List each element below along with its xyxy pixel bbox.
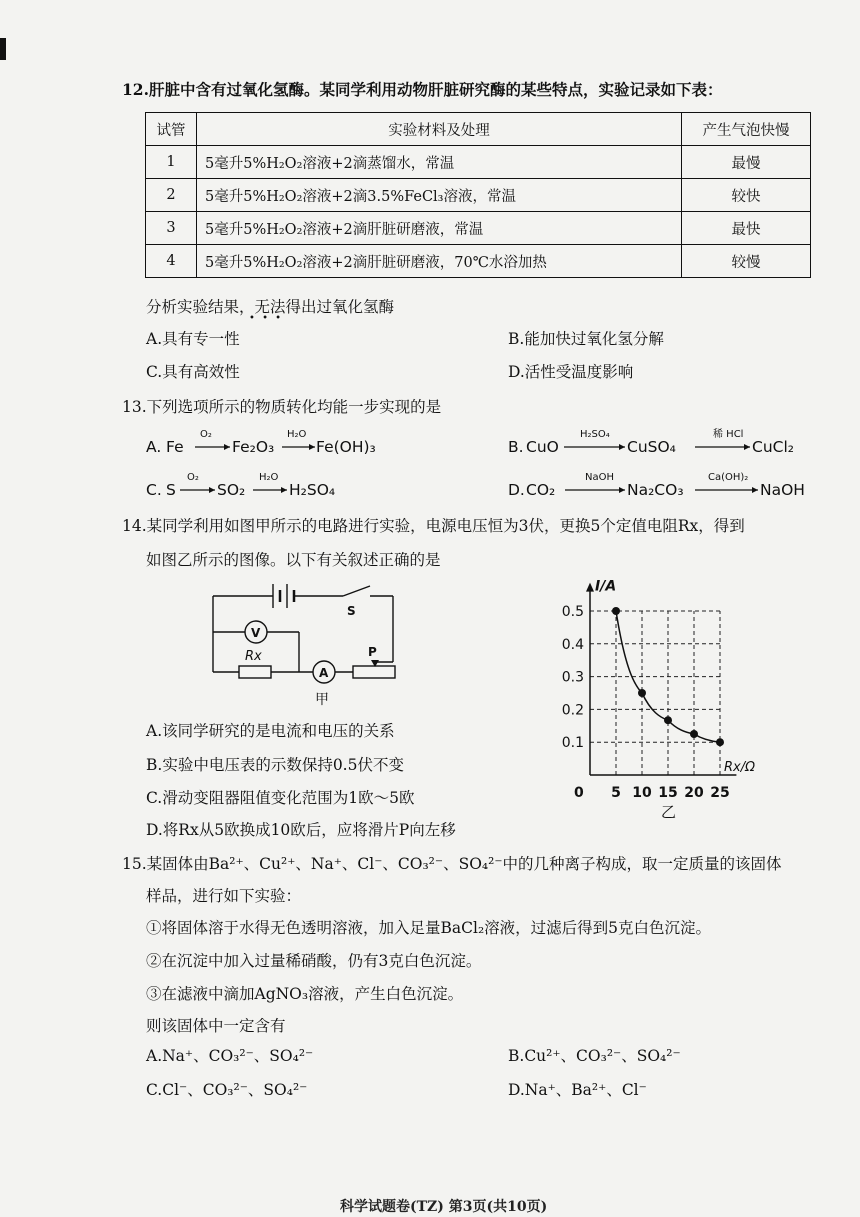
tube-number: 4 bbox=[146, 245, 197, 278]
q12-option-c[interactable]: C.具有高效性 bbox=[146, 363, 240, 381]
arrow-head bbox=[619, 444, 625, 450]
y-axis-arrow bbox=[586, 583, 594, 592]
origin-label: 0 bbox=[574, 785, 584, 801]
tube-material: 5毫升5%H₂O₂溶液+2滴3.5%FeCl₃溶液，常温 bbox=[197, 179, 682, 212]
table-header-cell: 产生气泡快慢 bbox=[682, 113, 811, 146]
reagent: Ca(OH)₂ bbox=[708, 472, 749, 483]
x-tick-label: 5 bbox=[611, 785, 621, 801]
q13-option-a[interactable] bbox=[146, 429, 376, 456]
table-header-cell: 试管 bbox=[146, 113, 197, 146]
circuit-caption: 甲 bbox=[315, 692, 329, 708]
table-row bbox=[146, 179, 811, 212]
substance: Fe(OH)₃ bbox=[316, 438, 376, 456]
rheostat bbox=[353, 666, 395, 678]
q15-stem-line2: 样品，进行如下实验： bbox=[146, 887, 302, 905]
y-tick-label: 0.1 bbox=[561, 735, 584, 752]
q13-option-b[interactable] bbox=[508, 427, 794, 456]
q12-option-a[interactable]: A.具有专一性 bbox=[146, 330, 240, 348]
bubble-speed: 最快 bbox=[682, 212, 811, 245]
substance: Fe bbox=[166, 438, 184, 456]
tube-material: 5毫升5%H₂O₂溶液+2滴肝脏研磨液，70℃水浴加热 bbox=[197, 245, 682, 278]
resistor-label: Rx bbox=[245, 649, 262, 664]
x-tick-label: 10 bbox=[632, 785, 652, 801]
switch-lever bbox=[343, 586, 370, 596]
q13-option-c[interactable] bbox=[146, 472, 335, 499]
y-tick-label: 0.3 bbox=[561, 669, 584, 686]
substance: CuCl₂ bbox=[752, 438, 794, 456]
substance: CO₂ bbox=[526, 481, 556, 499]
q15-step3: ③在滤液中滴加AgNO₃溶液，产生白色沉淀。 bbox=[146, 985, 464, 1003]
data-point bbox=[664, 716, 672, 724]
y-tick-label: 0.4 bbox=[561, 636, 584, 653]
option-label: B. bbox=[508, 438, 524, 456]
arrow-head bbox=[744, 444, 750, 450]
x-axis-label: Rx/Ω bbox=[724, 760, 756, 775]
x-tick-label: 15 bbox=[658, 785, 678, 801]
reagent: NaOH bbox=[585, 472, 614, 483]
substance: SO₂ bbox=[217, 481, 246, 499]
q15-step2: ②在沉淀中加入过量稀硝酸，仍有3克白色沉淀。 bbox=[146, 952, 482, 970]
arrow-head bbox=[752, 487, 758, 493]
q14-option-c[interactable]: C.滑动变阻器阻值变化范围为1欧～5欧 bbox=[146, 789, 415, 807]
arrow-head bbox=[309, 444, 315, 450]
arrow-head bbox=[224, 444, 230, 450]
q13-options bbox=[140, 420, 840, 510]
q14-option-b[interactable]: B.实验中电压表的示数保持0.5伏不变 bbox=[146, 756, 404, 774]
option-label: D. bbox=[508, 481, 525, 499]
q12-ask: 分析实验结果，无法得出过氧化氢酶 bbox=[146, 298, 395, 316]
q14-stem-line1: 14.某同学利用如图甲所示的电路进行实验，电源电压恒为3伏，更换5个定值电阻Rx，得到 bbox=[122, 517, 745, 535]
data-point bbox=[690, 730, 698, 738]
bubble-speed: 较慢 bbox=[682, 245, 811, 278]
slider-label: P bbox=[368, 645, 377, 659]
table-row bbox=[146, 245, 811, 278]
reagent: H₂O bbox=[287, 429, 307, 440]
chart-grid bbox=[590, 611, 720, 775]
table-row bbox=[146, 212, 811, 245]
resistor-rx bbox=[239, 666, 271, 678]
option-label: C. bbox=[146, 481, 162, 499]
arrow-head bbox=[209, 487, 215, 493]
tube-material: 5毫升5%H₂O₂溶液+2滴肝脏研磨液，常温 bbox=[197, 212, 682, 245]
ammeter-label: A bbox=[319, 666, 329, 680]
scan-edge-mark bbox=[0, 38, 6, 60]
substance: Na₂CO₃ bbox=[627, 481, 684, 499]
tube-number: 2 bbox=[146, 179, 197, 212]
substance: S bbox=[166, 481, 176, 499]
switch-label: S bbox=[347, 604, 356, 618]
substance: CuSO₄ bbox=[627, 438, 676, 456]
tube-number: 1 bbox=[146, 146, 197, 179]
q15-option-c[interactable]: C.Cl⁻、CO₃²⁻、SO₄²⁻ bbox=[146, 1081, 308, 1099]
arrow-head bbox=[619, 487, 625, 493]
q15-stem-line1: 15.某固体由Ba²⁺、Cu²⁺、Na⁺、Cl⁻、CO₃²⁻、SO₄²⁻中的几种离子构成，取一定质量的该固体 bbox=[122, 855, 782, 873]
reagent: H₂SO₄ bbox=[580, 429, 610, 440]
substance: H₂SO₄ bbox=[289, 481, 336, 499]
current-resistance-graph bbox=[535, 578, 795, 818]
x-tick-label: 20 bbox=[684, 785, 704, 801]
bubble-speed: 最慢 bbox=[682, 146, 811, 179]
q14-option-a[interactable]: A.该同学研究的是电流和电压的关系 bbox=[146, 722, 395, 740]
y-tick-label: 0.5 bbox=[561, 604, 584, 620]
q14-stem-line2: 如图乙所示的图像。以下有关叙述正确的是 bbox=[146, 551, 441, 569]
y-tick-label: 0.2 bbox=[561, 702, 584, 719]
data-point bbox=[716, 738, 724, 746]
table-header-row bbox=[146, 113, 811, 146]
tube-number: 3 bbox=[146, 212, 197, 245]
data-point bbox=[638, 689, 646, 697]
x-tick-label: 25 bbox=[710, 785, 730, 801]
option-label: A. bbox=[146, 438, 162, 456]
circuit-diagram bbox=[205, 580, 405, 710]
arrow-head bbox=[281, 487, 287, 493]
q15-option-a[interactable]: A.Na⁺、CO₃²⁻、SO₄²⁻ bbox=[146, 1047, 314, 1065]
substance: Fe₂O₃ bbox=[232, 438, 275, 456]
q15-option-d[interactable]: D.Na⁺、Ba²⁺、Cl⁻ bbox=[508, 1081, 647, 1099]
page-footer: 科学试题卷(TZ) 第3页(共10页) bbox=[340, 1199, 548, 1215]
reagent: 稀 HCl bbox=[713, 429, 744, 440]
voltmeter-label: V bbox=[251, 626, 261, 640]
substance: CuO bbox=[526, 438, 559, 456]
data-point bbox=[612, 607, 620, 615]
reagent: O₂ bbox=[200, 429, 212, 440]
q15-option-b[interactable]: B.Cu²⁺、CO₃²⁻、SO₄²⁻ bbox=[508, 1047, 681, 1065]
q12-stem: 12.肝脏中含有过氧化氢酶。某同学利用动物肝脏研究酶的某些特点，实验记录如下表： bbox=[122, 80, 723, 99]
reagent: H₂O bbox=[259, 472, 279, 483]
q13-stem: 13.下列选项所示的物质转化均能一步实现的是 bbox=[122, 398, 442, 416]
y-axis-label: I/A bbox=[595, 578, 617, 595]
q13-option-d[interactable] bbox=[508, 472, 805, 499]
q14-option-d[interactable]: D.将Rx从5欧换成10欧后，应将滑片P向左移 bbox=[146, 821, 456, 839]
q12-experiment-table bbox=[145, 112, 811, 278]
table-header-cell: 实验材料及处理 bbox=[197, 113, 682, 146]
table-row bbox=[146, 146, 811, 179]
substance: NaOH bbox=[760, 481, 805, 499]
tube-material: 5毫升5%H₂O₂溶液+2滴蒸馏水，常温 bbox=[197, 146, 682, 179]
emphasis-dots: • • • bbox=[249, 313, 284, 324]
graph-caption: 乙 bbox=[661, 803, 677, 818]
q12-option-b[interactable]: B.能加快过氧化氢分解 bbox=[508, 330, 664, 348]
q15-step1: ①将固体溶于水得无色透明溶液，加入足量BaCl₂溶液，过滤后得到5克白色沉淀。 bbox=[146, 919, 712, 937]
q15-ask: 则该固体中一定含有 bbox=[146, 1017, 286, 1035]
reagent: O₂ bbox=[187, 472, 199, 483]
bubble-speed: 较快 bbox=[682, 179, 811, 212]
q12-option-d[interactable]: D.活性受温度影响 bbox=[508, 363, 634, 381]
